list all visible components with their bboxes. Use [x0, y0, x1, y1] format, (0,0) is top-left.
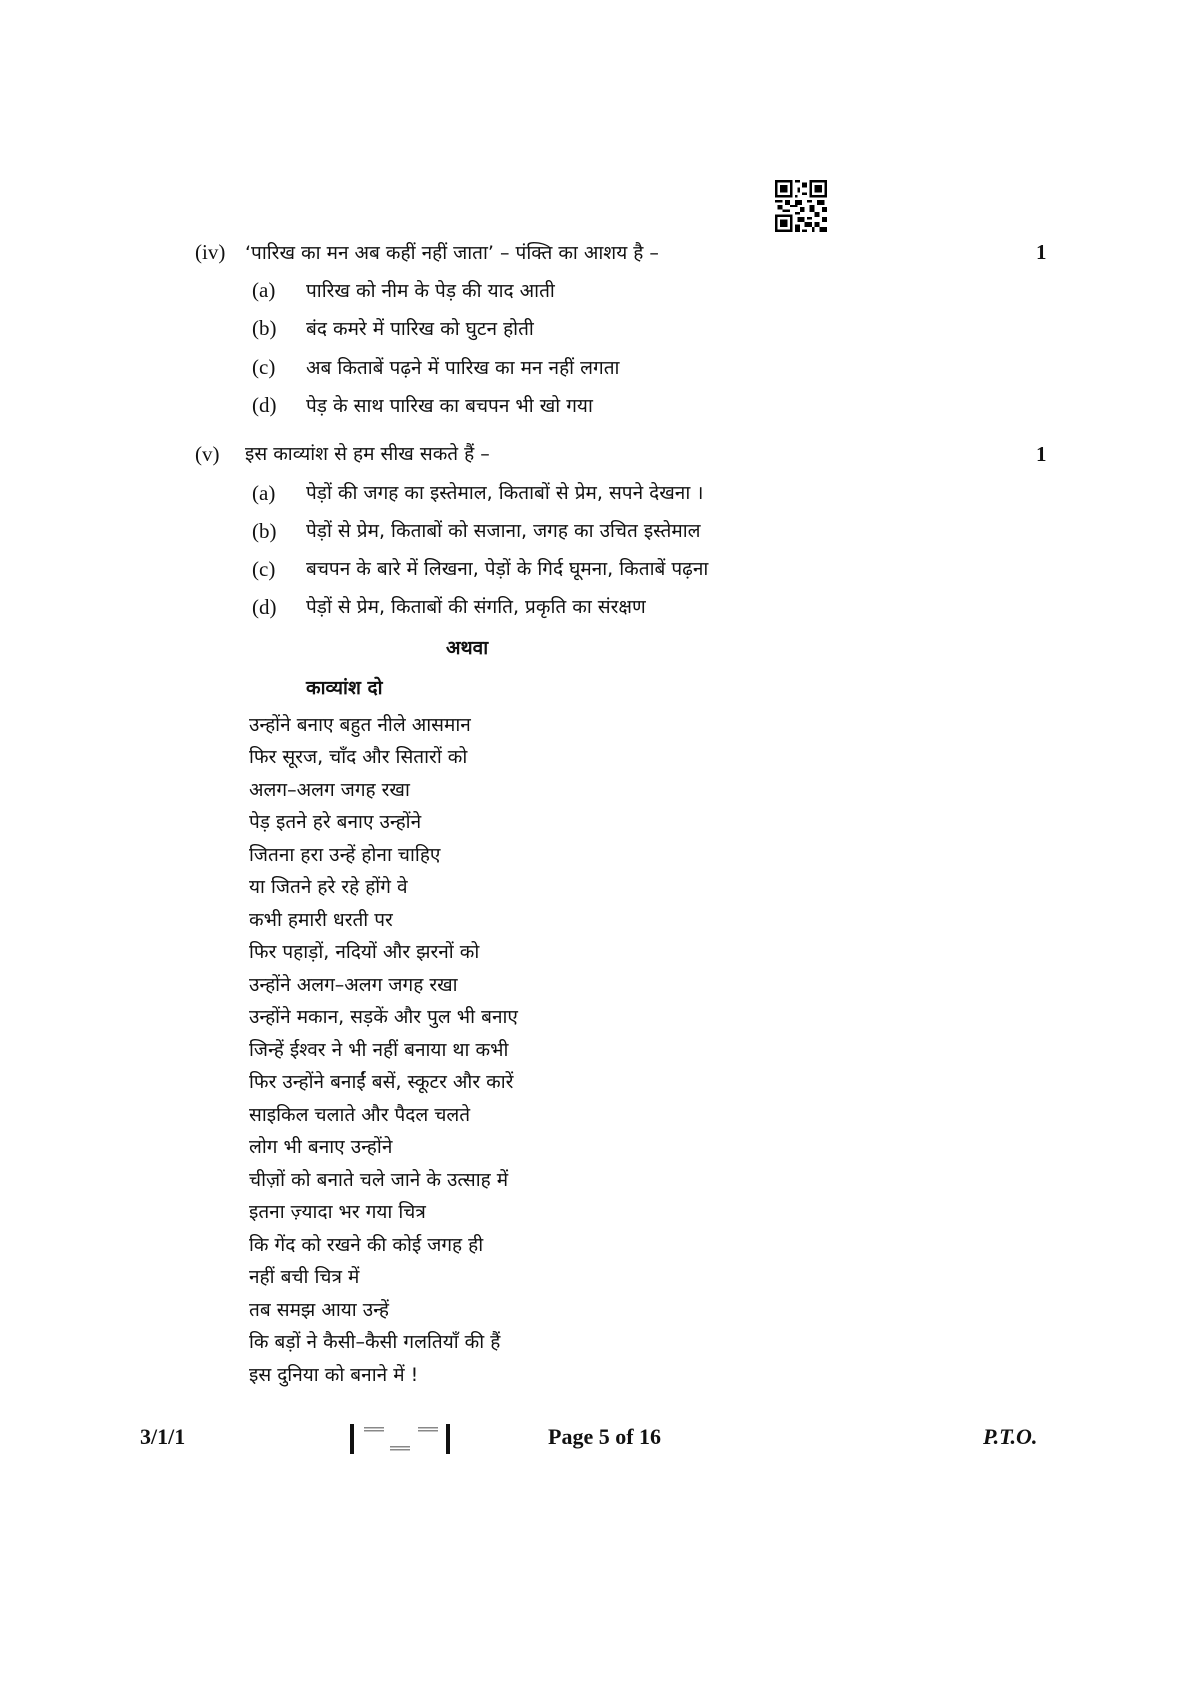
option-letter: (a) — [252, 278, 276, 302]
question-number: (iv) — [195, 240, 226, 264]
option-text: पारिख को नीम के पेड़ की याद आती — [306, 280, 555, 302]
poem-line: साइकिल चलाते और पैदल चलते — [249, 1104, 471, 1126]
poem-line: इतना ज़्यादा भर गया चित्र — [249, 1201, 426, 1223]
option-text: बंद कमरे में पारिख को घुटन होती — [306, 318, 534, 340]
option-letter: (c) — [252, 355, 276, 379]
option-text: पेड़ के साथ पारिख का बचपन भी खो गया — [306, 395, 593, 417]
option-letter: (a) — [252, 481, 276, 505]
page-number: Page 5 of 16 — [548, 1424, 662, 1449]
poem-line: कभी हमारी धरती पर — [249, 909, 393, 931]
option-text: अब किताबें पढ़ने में पारिख का मन नहीं लगता — [306, 357, 620, 379]
poem-line: फिर पहाड़ों, नदियों और झरनों को — [249, 941, 480, 963]
option-letter: (b) — [252, 316, 277, 340]
poem-line: पेड़ इतने हरे बनाए उन्होंने — [249, 811, 422, 833]
pto-label: P.T.O. — [983, 1424, 1038, 1449]
option-text: पेड़ों की जगह का इस्तेमाल, किताबों से प्रेम, सपने देखना । — [306, 482, 704, 504]
poem-line: उन्होंने बनाए बहुत नीले आसमान — [249, 714, 471, 736]
poem-line: उन्होंने अलग–अलग जगह रखा — [249, 974, 458, 996]
question-marks: 1 — [1036, 240, 1047, 264]
barcode-icon — [350, 1424, 450, 1454]
option-text: पेड़ों से प्रेम, किताबों को सजाना, जगह का उचित इस्तेमाल — [306, 520, 701, 542]
question-number: (v) — [195, 442, 220, 466]
poem-line: नहीं बची चित्र में — [249, 1266, 360, 1288]
or-label: अथवा — [446, 637, 489, 659]
poem-line: लोग भी बनाए उन्होंने — [249, 1136, 393, 1158]
poem-line: फिर उन्होंने बनाईं बसें, स्कूटर और कारें — [249, 1071, 514, 1093]
option-text: पेड़ों से प्रेम, किताबों की संगति, प्रकृति का संरक्षण — [306, 596, 646, 618]
poem-line: अलग–अलग जगह रखा — [249, 779, 410, 801]
passage-heading: काव्यांश दो — [306, 677, 383, 699]
poem-line: कि गेंद को रखने की कोई जगह ही — [249, 1234, 484, 1256]
option-letter: (b) — [252, 519, 277, 543]
poem-line: चीज़ों को बनाते चले जाने के उत्साह में — [249, 1169, 509, 1191]
poem-line: जिन्हें ईश्वर ने भी नहीं बनाया था कभी — [249, 1039, 509, 1061]
question-text: ‘पारिख का मन अब कहीं नहीं जाता’ – पंक्ति का आशय है – — [245, 242, 659, 264]
option-letter: (d) — [252, 393, 277, 417]
poem-line: तब समझ आया उन्हें — [249, 1299, 389, 1321]
option-text: बचपन के बारे में लिखना, पेड़ों के गिर्द घूमना, किताबें पढ़ना — [306, 558, 709, 580]
poem-line: उन्होंने मकान, सड़कें और पुल भी बनाए — [249, 1006, 518, 1028]
paper-code: 3/1/1 — [140, 1424, 186, 1449]
poem-line: या जितने हरे रहे होंगे वे — [249, 876, 408, 898]
poem-line: फिर सूरज, चाँद और सितारों को — [249, 746, 468, 768]
poem-line: जितना हरा उन्हें होना चाहिए — [249, 844, 441, 866]
poem-line: इस दुनिया को बनाने में ! — [249, 1364, 419, 1386]
question-marks: 1 — [1036, 442, 1047, 466]
question-text: इस काव्यांश से हम सीख सकते हैं – — [245, 443, 490, 465]
poem-line: कि बड़ों ने कैसी–कैसी गलतियाँ की हैं — [249, 1331, 501, 1353]
option-letter: (d) — [252, 595, 277, 619]
option-letter: (c) — [252, 557, 276, 581]
qr-code-icon — [775, 180, 827, 232]
